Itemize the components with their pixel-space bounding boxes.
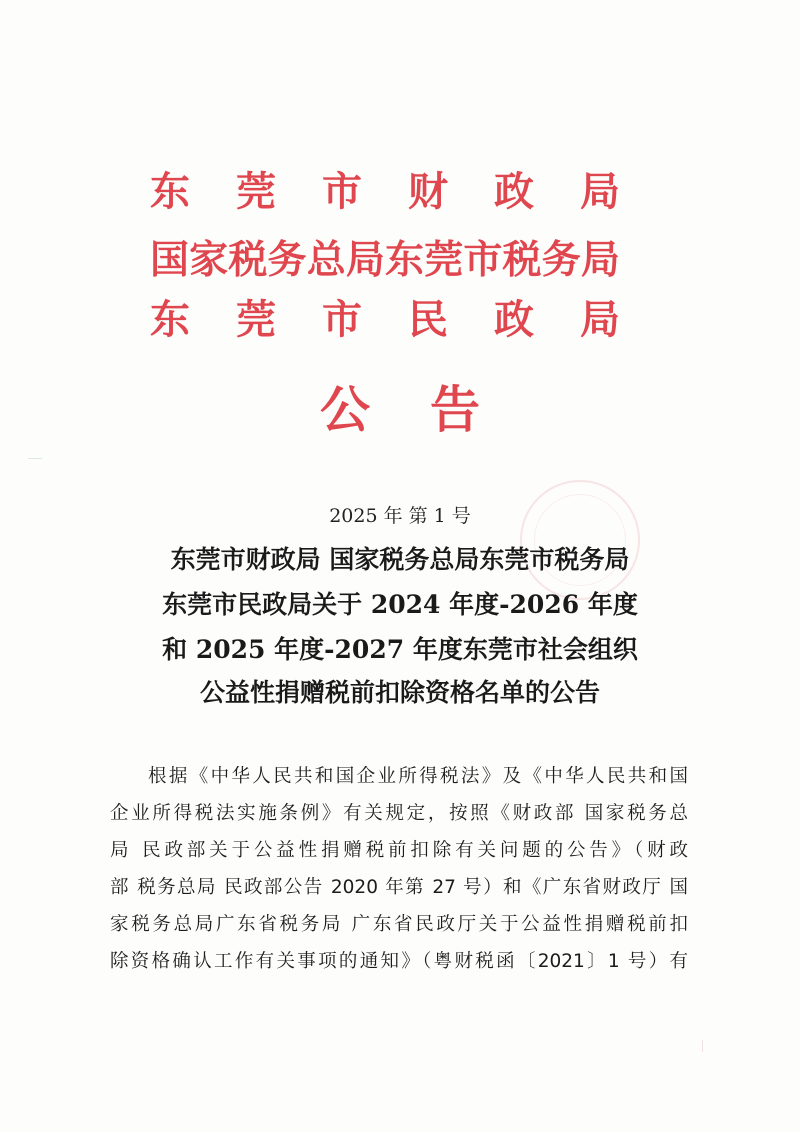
masthead-char: 政	[494, 296, 534, 343]
masthead-char: 莞	[424, 237, 464, 283]
masthead-civil-affairs-bureau	[150, 296, 620, 344]
masthead-char: 民	[408, 296, 448, 343]
heading-line: 公益性捐赠税前扣除资格名单的公告	[199, 678, 600, 707]
masthead-char: 务	[267, 237, 307, 283]
notice-title-char: 公	[320, 380, 370, 439]
masthead-tax-bureau	[150, 236, 620, 284]
heading-line: 和 2025 年度-2027 年度东莞市社会组织	[162, 635, 638, 664]
masthead-char: 家	[189, 237, 229, 283]
official-seal-watermark	[520, 480, 640, 600]
masthead-char: 务	[541, 237, 581, 283]
masthead-char: 局	[580, 168, 620, 215]
masthead-char: 东	[150, 296, 190, 343]
scan-mark	[702, 1040, 711, 1052]
body-text-line: 企业所得税法实施条例》有关规定，按照《财政部 国家税务总	[110, 803, 688, 824]
masthead-char: 政	[494, 168, 534, 215]
scan-mark	[28, 458, 42, 459]
masthead-finance-bureau	[150, 168, 620, 216]
masthead-char: 市	[322, 296, 362, 343]
heading-line: 东莞市财政局 国家税务总局东莞市税务局	[170, 545, 630, 574]
masthead-char: 东	[150, 168, 190, 215]
document-number: 2025 年 第 1 号	[329, 505, 471, 527]
masthead-char: 莞	[236, 168, 276, 215]
masthead-char: 国	[150, 237, 190, 283]
masthead-char: 东	[385, 237, 425, 283]
masthead-char: 总	[306, 237, 346, 283]
masthead-char: 市	[322, 168, 362, 215]
notice-title-char: 告	[430, 380, 480, 439]
body-text-line: 根据《中华人民共和国企业所得税法》及《中华人民共和国	[148, 766, 688, 787]
masthead-char: 局	[580, 296, 620, 343]
masthead-char: 局	[580, 237, 620, 283]
masthead-char: 税	[502, 237, 542, 283]
heading-line: 东莞市民政局关于 2024 年度-2026 年度	[162, 590, 638, 619]
masthead-char: 市	[463, 237, 503, 283]
masthead-char: 税	[228, 237, 268, 283]
masthead-char: 莞	[236, 296, 276, 343]
body-text-line: 部 税务总局 民政部公告 2020 年第 27 号）和《广东省财政厅 国	[110, 877, 688, 898]
masthead-char: 财	[408, 168, 448, 215]
masthead-char: 局	[345, 237, 385, 283]
body-text-line: 除资格确认工作有关事项的通知》（粤财税函〔2021〕1 号）有	[110, 951, 688, 972]
body-text-line: 家税务总局广东省税务局 广东省民政厅关于公益性捐赠税前扣	[110, 914, 688, 935]
notice-title	[320, 380, 480, 440]
body-text-line: 局 民政部关于公益性捐赠税前扣除有关问题的公告》（财政	[110, 840, 688, 861]
